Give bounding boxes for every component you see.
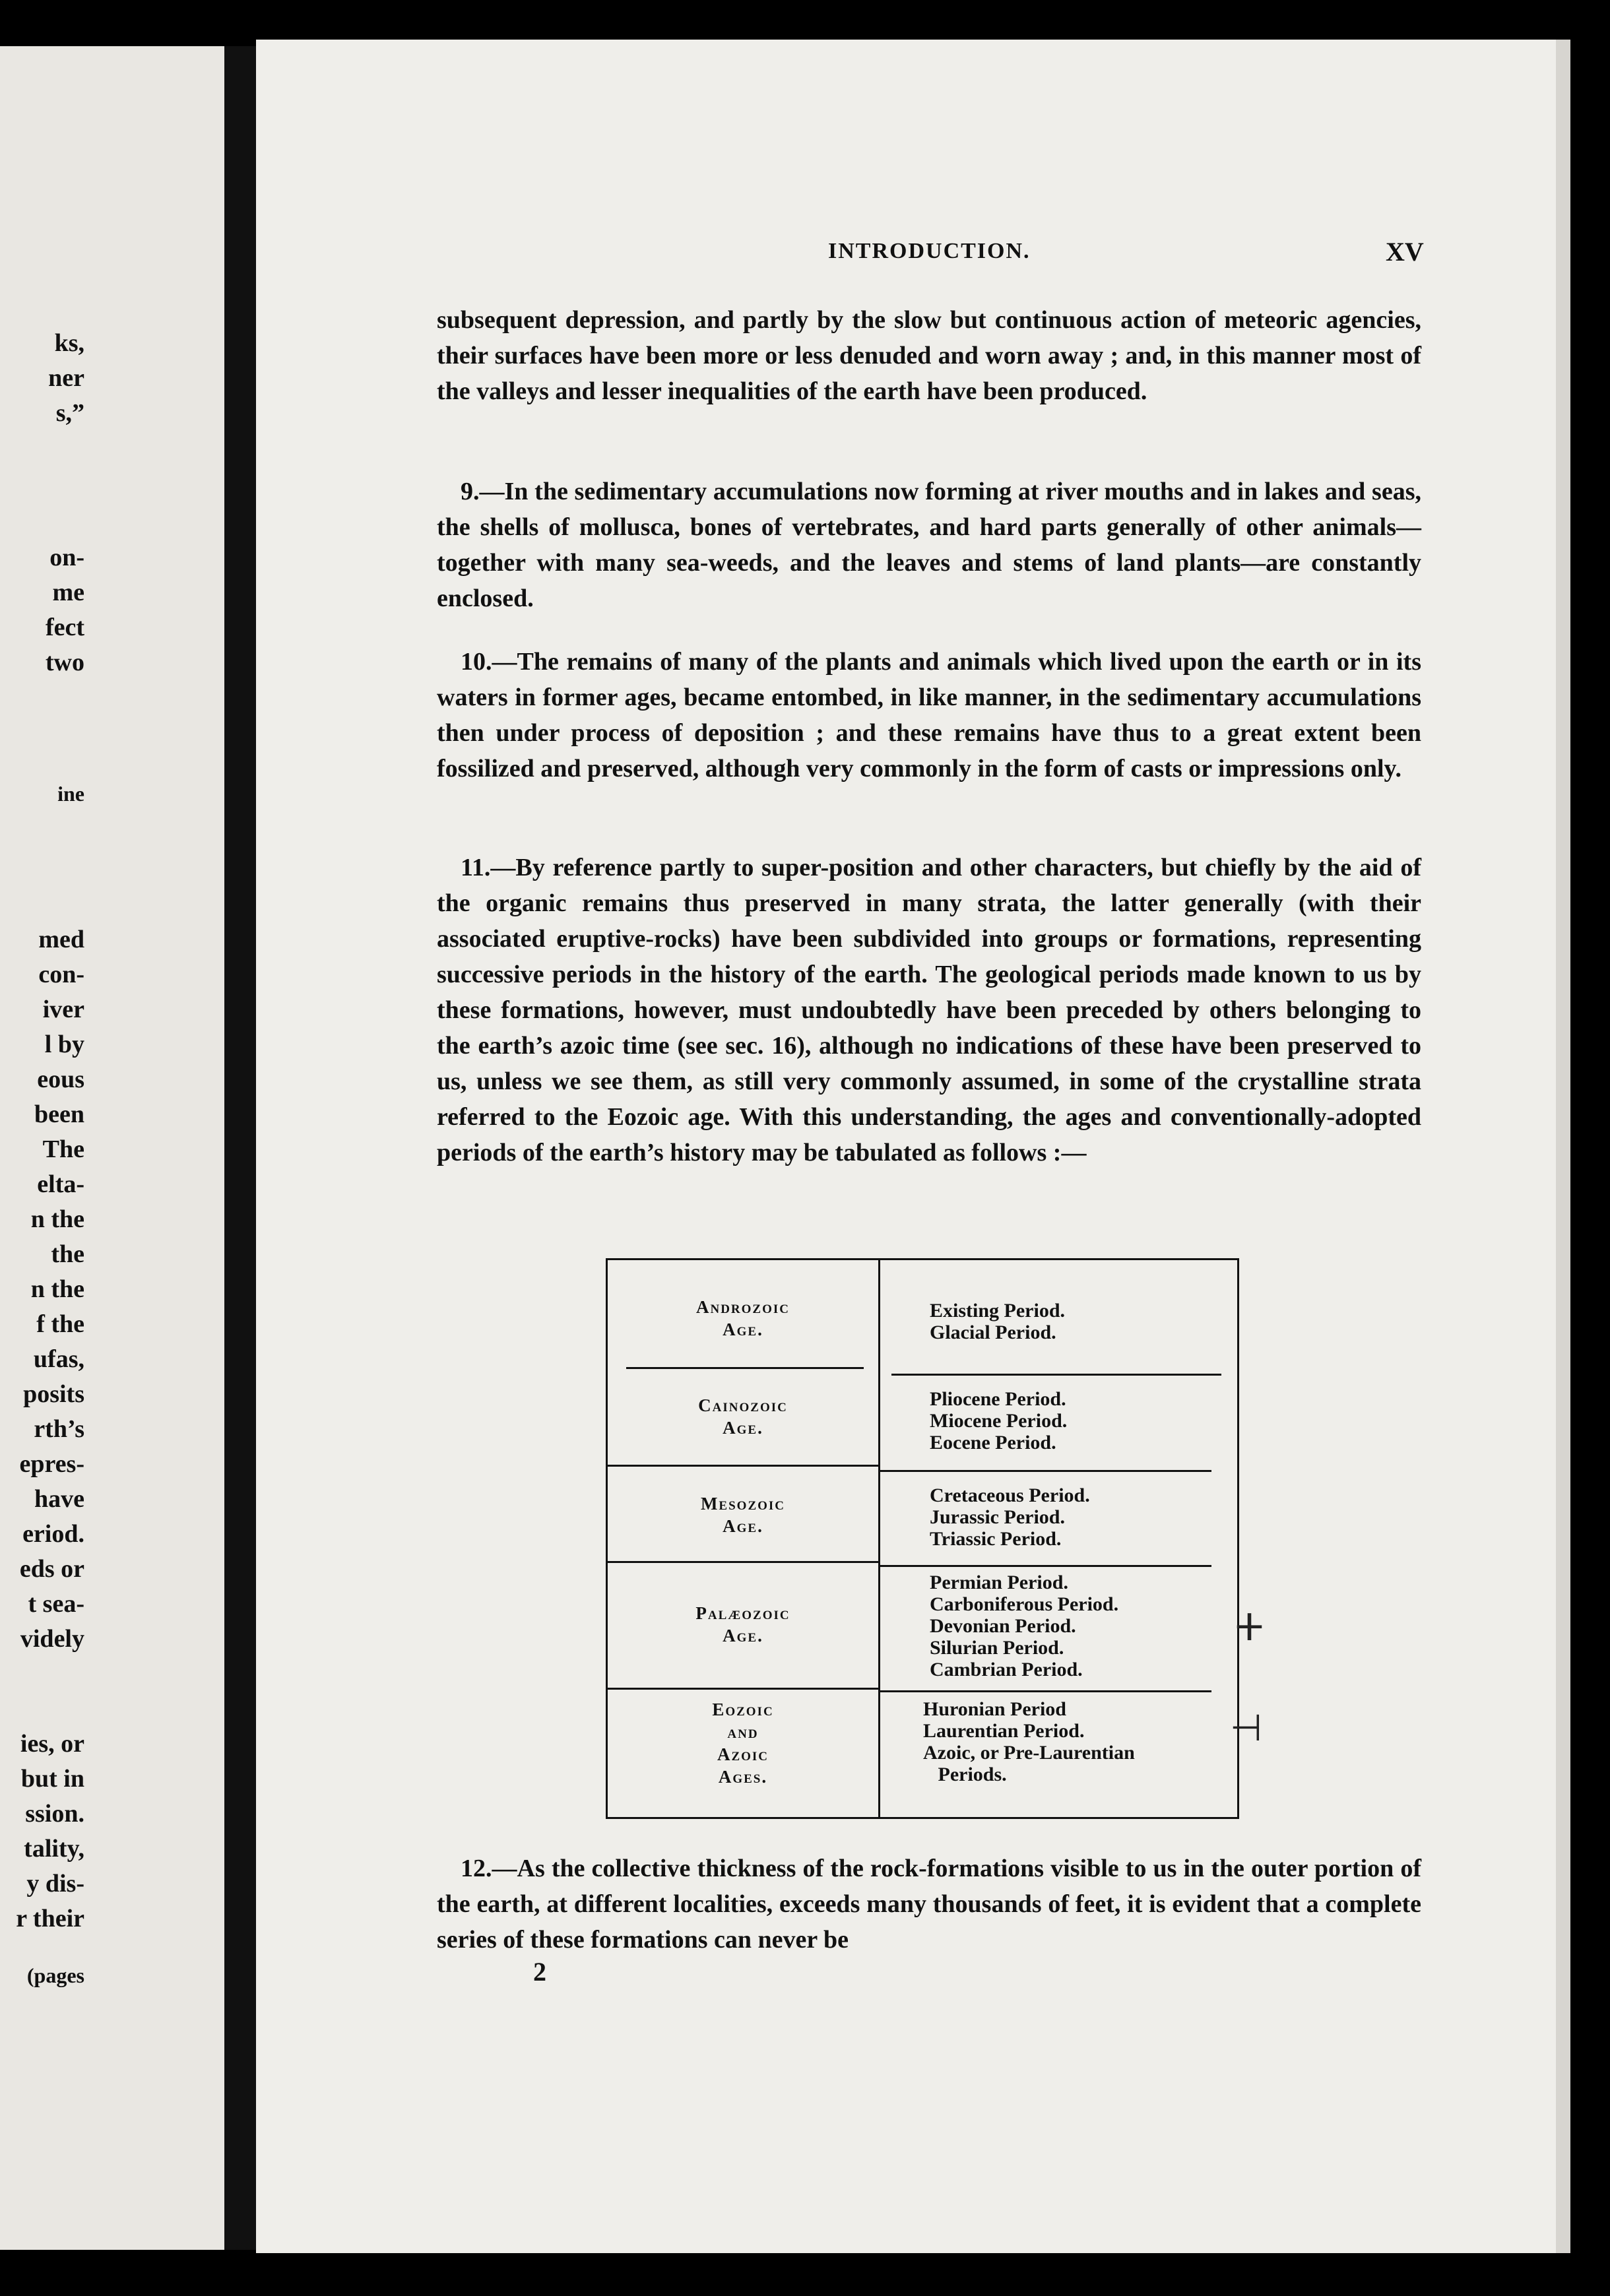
table-age-label: Cainozoic Age.	[698, 1395, 788, 1438]
table-periods: Existing Period. Glacial Period.	[930, 1300, 1066, 1343]
left-page-fragment: two	[45, 649, 84, 676]
left-page-fragment: f the	[36, 1310, 84, 1338]
paragraph-10: 10.—The remains of many of the plants and animals which lived upon the earth or in its waters in former ages, became entombed, in like manner, in the sedimentary accumulations then under process of deposition ; and these remains have thus to a great extent been fossilized and preserved, although very commonly in the form of casts or impressions only.	[437, 648, 1421, 782]
left-page-fragment: (pages	[26, 1963, 84, 1987]
geological-ages-table	[606, 1258, 1239, 1819]
table-periods: Pliocene Period. Miocene Period. Eocene Period.	[930, 1388, 1068, 1453]
table-row-divider	[608, 1465, 878, 1467]
left-page-fragment: t sea-	[28, 1590, 84, 1618]
book-gutter	[224, 46, 256, 2250]
left-page-fragment: n the	[30, 1275, 84, 1303]
left-page-fragment: me	[52, 579, 84, 606]
page-edge	[1556, 40, 1570, 2253]
table-periods: Permian Period. Carboniferous Period. Devonian Period. Silurian Period. Cambrian Period.	[930, 1572, 1119, 1680]
left-page-fragment: r their	[16, 1905, 84, 1932]
left-page-fragment: elta-	[37, 1170, 84, 1198]
left-page-fragment: fect	[45, 614, 84, 641]
paragraph-continuation: subsequent depression, and partly by the slow but continuous action of meteoric agencies, their surfaces have been more or less denuded and worn away ; and, in this manner most of the valleys and lesser inequalities of the earth have been produced.	[437, 306, 1421, 405]
handwritten-tick-mark: ⊣	[1230, 1707, 1262, 1750]
table-age-label: Mesozoic Age.	[700, 1494, 786, 1536]
left-page-fragment: tality,	[24, 1835, 84, 1863]
signature-folio: 2	[533, 1957, 546, 1987]
left-page-fragment: posits	[23, 1380, 84, 1408]
table-column-divider	[878, 1260, 880, 1817]
left-page-fragment: ufas,	[33, 1345, 84, 1373]
left-page-fragment: n the	[30, 1205, 84, 1233]
left-page-fragment: rth’s	[34, 1415, 84, 1443]
left-page-fragment: the	[51, 1240, 84, 1268]
left-page-fragment: The	[42, 1135, 84, 1163]
left-page-fragment: eous	[37, 1066, 84, 1093]
left-page-fragment: ks,	[54, 329, 84, 357]
page-number: XV	[1386, 237, 1424, 267]
table-age-label: Eozoic and Azoic Ages.	[712, 1700, 774, 1787]
table-row-divider	[878, 1565, 1211, 1567]
left-page-fragment: y dis-	[26, 1870, 84, 1897]
left-page-fragment: ssion.	[25, 1800, 84, 1828]
table-row-divider	[878, 1690, 1211, 1692]
left-page-fragment: iver	[42, 996, 84, 1023]
left-page-fragment: ner	[48, 364, 84, 392]
left-page-fragment: have	[34, 1485, 84, 1513]
left-page-fragment: l by	[44, 1031, 84, 1058]
left-facing-page	[0, 46, 224, 2250]
left-page-fragment: epres-	[19, 1450, 84, 1478]
left-page-fragment: ies, or	[20, 1730, 84, 1758]
table-age-label: Androzoic Age.	[695, 1297, 790, 1339]
table-age-label: Palæozoic Age.	[695, 1603, 790, 1645]
paragraph-12: 12.—As the collective thickness of the rock-formations visible to us in the outer portion of the earth, at different localities, exceeds many thousands of feet, it is evident that a complete series of these formations can never be	[437, 1855, 1421, 1954]
paragraph-9: 9.—In the sedimentary accumulations now forming at river mouths and in lakes and seas, the shells of mollusca, bones of vertebrates, and hard parts generally of other animals—together with many sea-weeds, and the leaves and stems of land plants—are constantly enclosed.	[437, 478, 1421, 612]
table-row-divider	[626, 1367, 864, 1369]
left-page-fragment: med	[38, 926, 84, 953]
left-page-fragment: eds or	[19, 1555, 84, 1583]
left-page-fragment: s,”	[55, 399, 84, 427]
left-page-fragment: but in	[20, 1765, 84, 1793]
left-page-fragment: eriod.	[22, 1520, 84, 1548]
table-row-divider	[608, 1688, 878, 1690]
table-periods: Cretaceous Period. Jurassic Period. Triassic Period.	[930, 1484, 1090, 1550]
table-row-divider	[608, 1561, 878, 1563]
left-page-fragment: ine	[57, 782, 84, 806]
running-title: INTRODUCTION.	[828, 239, 1031, 263]
table-row-divider	[891, 1374, 1221, 1376]
left-page-fragment: been	[34, 1100, 84, 1128]
left-page-fragment: videly	[20, 1625, 84, 1653]
left-page-fragment: on-	[49, 544, 84, 571]
left-page-fragment: con-	[38, 961, 84, 988]
table-periods: Huronian Period Laurentian Period. Azoic, or Pre-Laurentian Periods.	[923, 1698, 1135, 1785]
paragraph-11: 11.—By reference partly to super-position and other characters, but chiefly by the aid of the organic remains thus preserved in many strata, the latter generally (with their associated eruptive-rocks) have been subdivided into groups or formations, representing successive periods in the history of the earth. The geological periods made known to us by these formations, however, must undoubtedly have been preceded by others belonging to the earth’s azoic time (see sec. 16), although no indications of these have been preserved to us, unless we see them, as still very commonly assumed, in some of the crystalline strata referred to the Eozoic age. With this understanding, the ages and conventionally-adopted periods of the earth’s history may be tabulated as follows :—	[437, 854, 1421, 1166]
handwritten-tick-mark: ⵜ	[1235, 1607, 1264, 1649]
table-row-divider	[878, 1470, 1211, 1472]
